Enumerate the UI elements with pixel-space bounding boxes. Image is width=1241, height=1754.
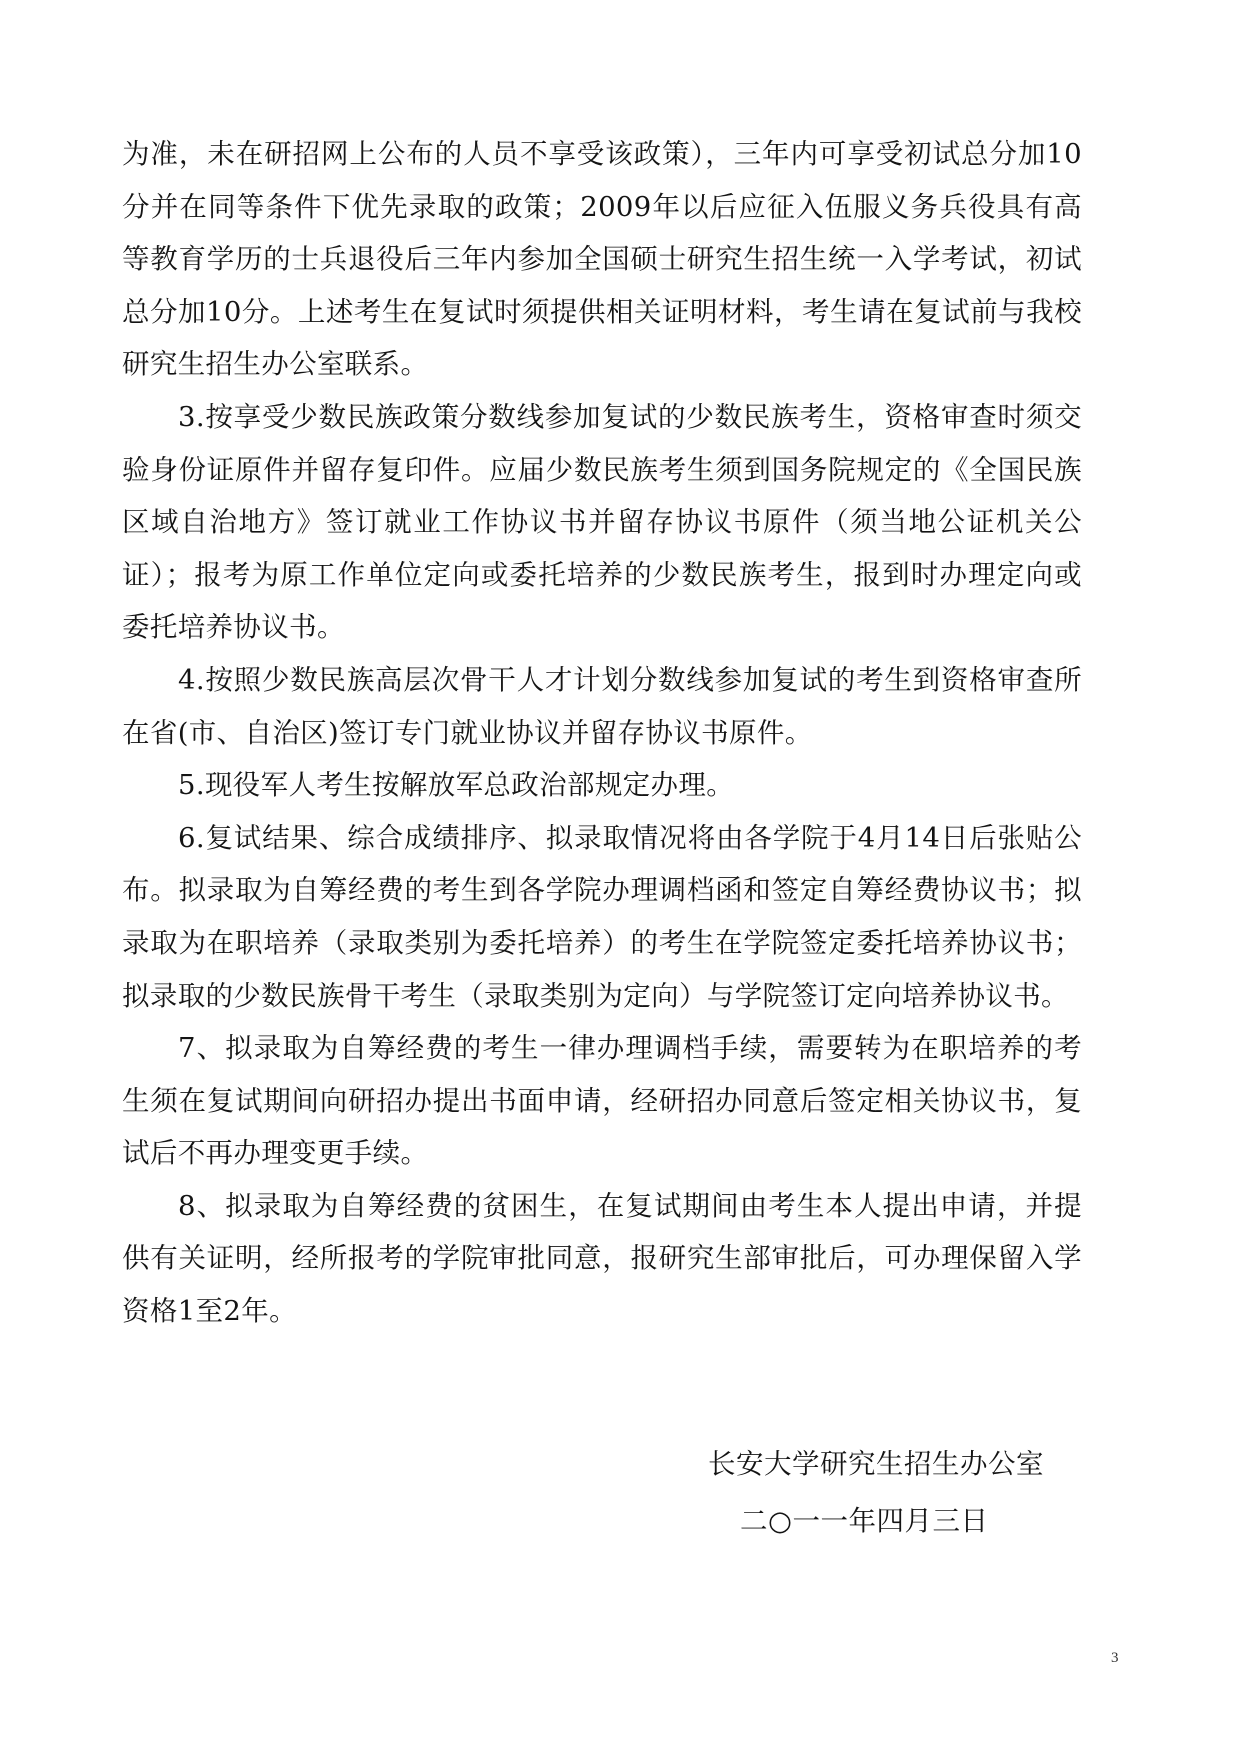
paragraph-continuation: 为准，未在研招网上公布的人员不享受该政策），三年内可享受初试总分加10分并在同等条件下优先录取的政策；2009年以后应征入伍服义务兵役具有高等教育学历的士兵退役后三年内参加全国硕士研究生招生统一入学考试，初试总分加10分。上述考生在复试时须提供相关证明材料，考生请在复试前与我校研究生招生办公室联系。 (122, 138, 1082, 381)
signature-organization: 长安大学研究生招生办公室 (708, 1448, 1044, 1480)
paragraph-item-6: 6.复试结果、综合成绩排序、拟录取情况将由各学院于4月14日后张贴公布。拟录取为自筹经费的考生到各学院办理调档函和签定自筹经费协议书；拟录取为在职培养（录取类别为委托培养）的考生在学院签定委托培养协议书；拟录取的少数民族骨干考生（录取类别为定向）与学院签订定向培养协议书。 (122, 821, 1082, 1012)
signature-date: 二○一一年四月三日 (740, 1505, 989, 1537)
page-number: 3 (1111, 1650, 1119, 1666)
paragraph-item-7: 7、拟录取为自筹经费的考生一律办理调档手续，需要转为在职培养的考生须在复试期间向研招办提出书面申请，经研招办同意后签定相关协议书，复试后不再办理变更手续。 (122, 1032, 1082, 1170)
paragraph-item-8: 8、拟录取为自筹经费的贫困生，在复试期间由考生本人提出申请，并提供有关证明，经所报考的学院审批同意，报研究生部审批后，可办理保留入学资格1至2年。 (122, 1189, 1082, 1328)
paragraph-item-4: 4.按照少数民族高层次骨干人才计划分数线参加复试的考生到资格审查所在省(市、自治区)签订专门就业协议并留存协议书原件。 (122, 663, 1082, 749)
paragraph-item-5: 5.现役军人考生按解放军总政治部规定办理。 (178, 769, 735, 802)
paragraph-item-3: 3.按享受少数民族政策分数线参加复试的少数民族考生，资格审查时须交验身份证原件并留存复印件。应届少数民族考生须到国务院规定的《全国民族区域自治地方》签订就业工作协议书并留存协议书原件（须当地公证机关公证）；报考为原工作单位定向或委托培养的少数民族考生，报到时办理定向或委托培养协议书。 (122, 400, 1082, 644)
document-body (122, 128, 1082, 1338)
